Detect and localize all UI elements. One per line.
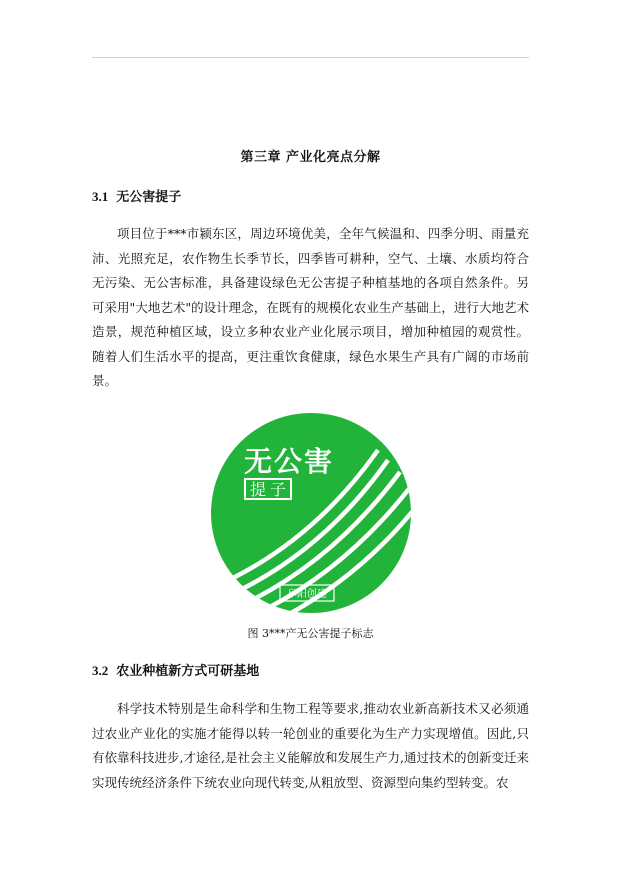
section-paragraph: 项目位于***市颍东区，周边环境优美，全年气候温和、四季分明、雨量充沛、光照充足，农作物生长季节长，四季皆可耕种，空气、土壤、水质均符合无污染、无公害标准，具备建设绿色无公害提子种植基地的各项自然条件。另可采用"大地艺术"的设计理念，在既有的规模化农业生产基础上，进行大地艺术造景，规范种植区域，设立多种农业产业化展示项目，增加种植园的观赏性。随着人们生活水平的提高，更注重饮食健康，绿色水果生产具有广阔的市场前景。 [92, 226, 529, 388]
section-title: 农业种植新方式可研基地 [116, 664, 260, 679]
figure-caption: 图 3***产无公害提子标志 [247, 627, 374, 640]
section-heading-3-2 [92, 660, 259, 679]
chapter-title: 第三章 产业化亮点分解 [240, 150, 381, 165]
pollution-free-grape-logo [208, 410, 414, 616]
section-number: 3.1 [92, 189, 109, 204]
header-rule [92, 57, 529, 58]
section-paragraph: 科学技术特别是生命科学和生物工程等要求,推动农业新高新技术又必须通过农业产业化的实施才能得以转一轮创业的重要化为生产力实现增值。因此,只有依靠科技进步,才途径,是社会主义能解放和发展生产力,通过技术的创新变迁来实现传统经济条件下统农业向现代转变,从粗放型、资源型向集约型转变。农 [92, 701, 529, 790]
section-heading-3-1 [92, 186, 181, 205]
logo-badge-text: 阜阳创建 [287, 589, 327, 600]
section-title: 无公害提子 [116, 190, 182, 205]
logo-sub-text: 提子 [250, 480, 291, 499]
logo-main-text: 无公害 [244, 445, 335, 478]
section-number: 3.2 [92, 663, 109, 678]
